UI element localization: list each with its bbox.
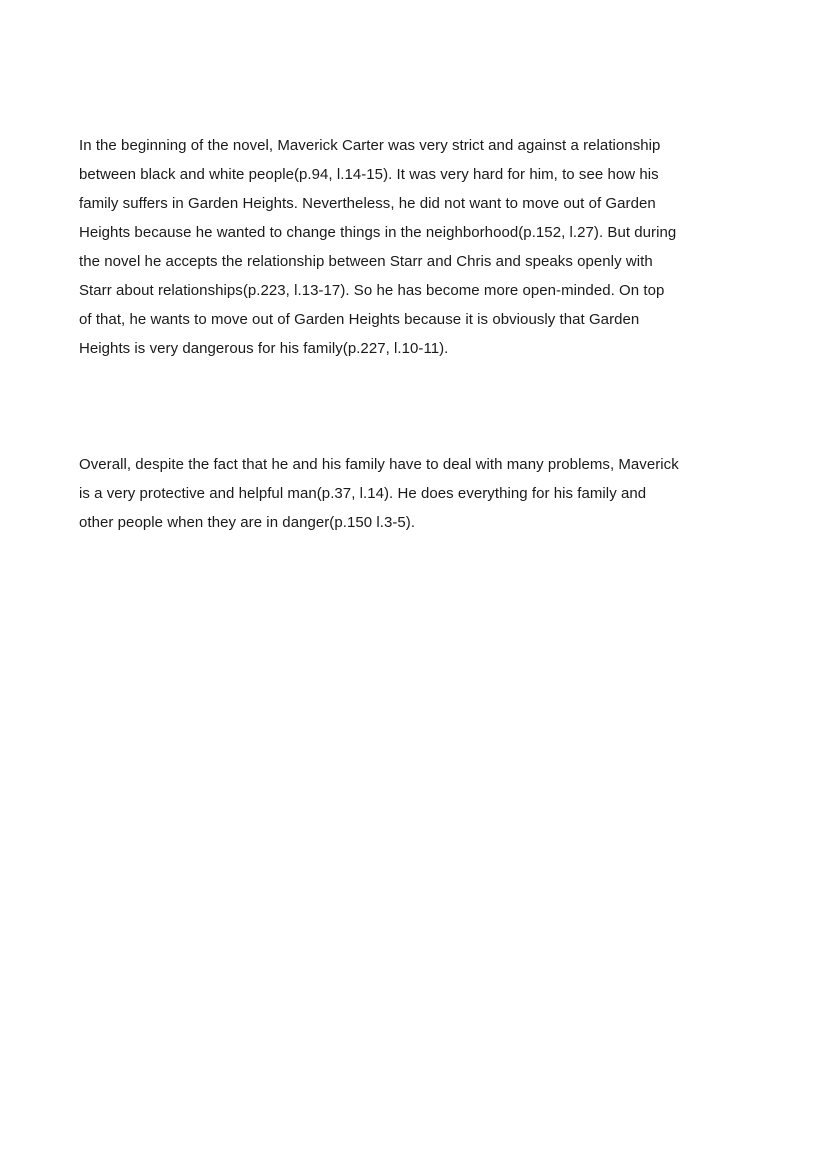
paragraph-line: other people when they are in danger(p.150 l.3-5). [79, 514, 416, 531]
paragraph-line: Starr about relationships(p.223, l.13-17). So he has become more open-minded. On top [79, 282, 665, 299]
paragraph-spacer [79, 363, 759, 450]
paragraph-line: of that, he wants to move out of Garden Heights because it is obviously that Garden [79, 311, 640, 328]
paragraph-1 [79, 131, 759, 363]
document-body [79, 131, 759, 537]
paragraph-line: Overall, despite the fact that he and his family have to deal with many problems, Maverick [79, 456, 679, 473]
paragraph-line: Heights is very dangerous for his family(p.227, l.10-11). [79, 340, 449, 357]
paragraph-line: In the beginning of the novel, Maverick Carter was very strict and against a relationship [79, 137, 661, 154]
paragraph-line: is a very protective and helpful man(p.37, l.14). He does everything for his family and [79, 485, 647, 502]
paragraph-line: Heights because he wanted to change things in the neighborhood(p.152, l.27). But during [79, 224, 677, 241]
paragraph-line: family suffers in Garden Heights. Nevertheless, he did not want to move out of Garden [79, 195, 656, 212]
paragraph-line: the novel he accepts the relationship between Starr and Chris and speaks openly with [79, 253, 653, 270]
paragraph-2 [79, 450, 759, 537]
paragraph-line: between black and white people(p.94, l.14-15). It was very hard for him, to see how his [79, 166, 659, 183]
